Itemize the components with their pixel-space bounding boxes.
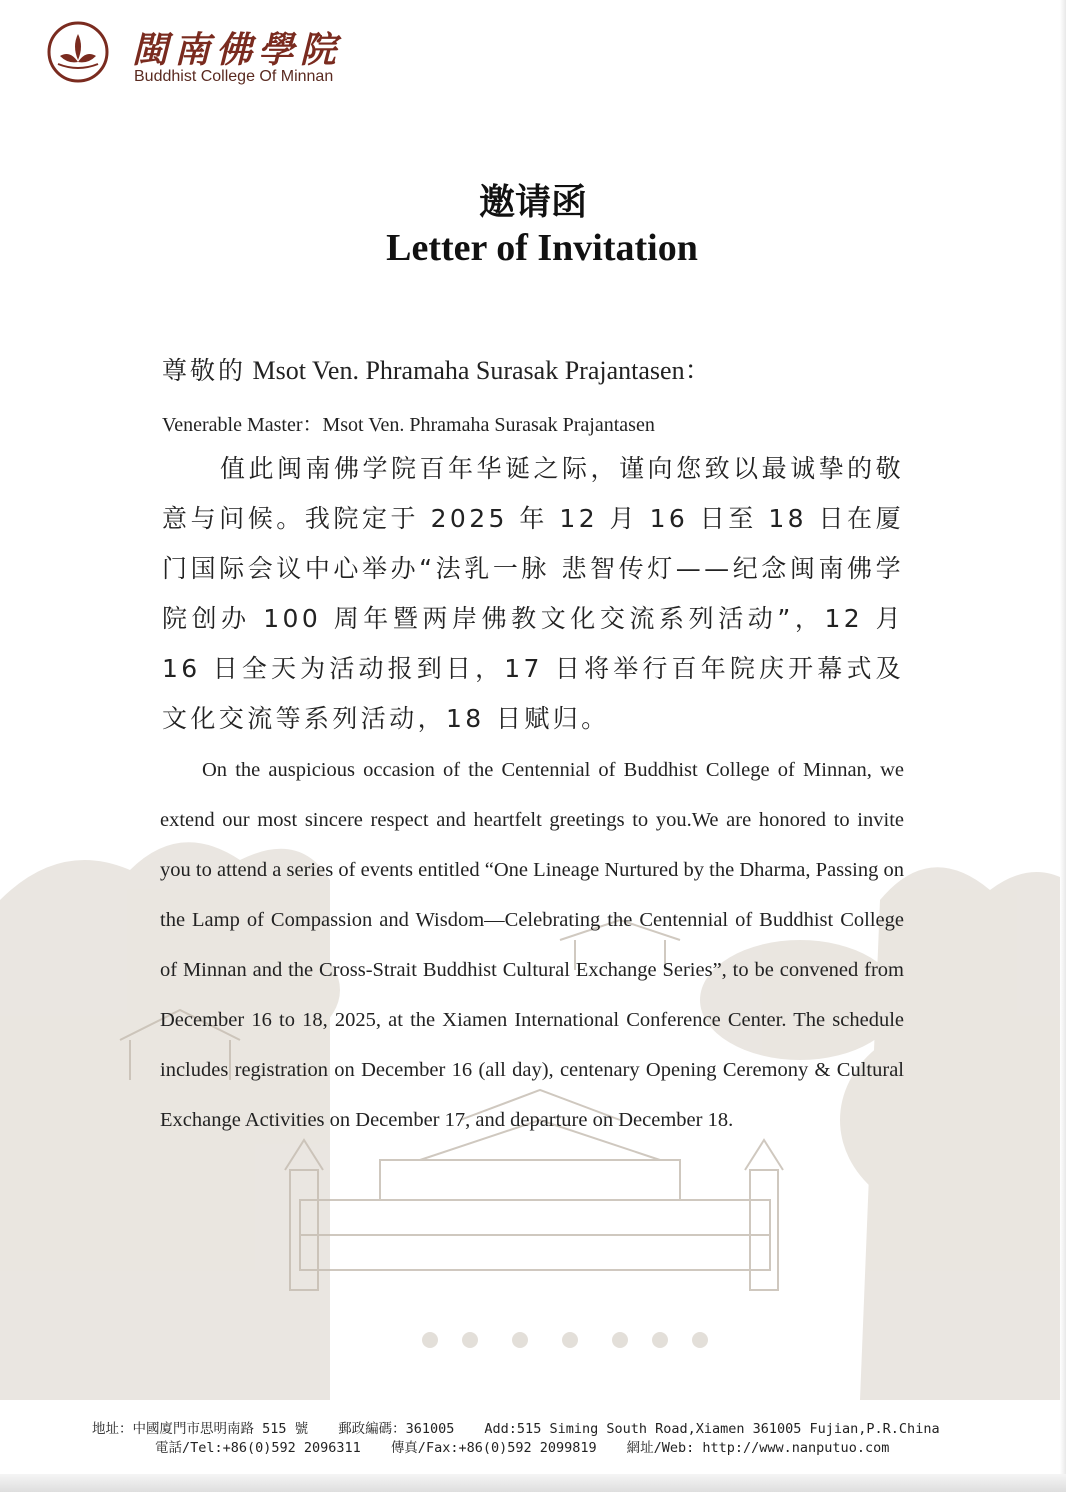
title-english: Letter of Invitation [386, 227, 698, 269]
logo-english-name: Buddhist College Of Minnan [134, 68, 334, 85]
salutation-name: Msot Ven. Phramaha Surasak Prajantasen： [246, 356, 711, 385]
footer-address-en: Add:515 Siming South Road,Xiamen 361005 Fujian,P.R.China [484, 1421, 940, 1437]
footer-address-cn: 地址：中國廈門市思明南路 515 號 [92, 1421, 309, 1437]
footer-line-contact [155, 1439, 919, 1458]
lotus-logo-icon [46, 20, 110, 84]
title-chinese: 邀请函 [478, 181, 587, 223]
salutation-prefix: 尊敬的 [162, 356, 247, 385]
footer-line-address [92, 1420, 970, 1439]
salutation-english: Venerable Master：Msot Ven. Phramaha Surasak Prajantasen [162, 414, 655, 436]
college-logo [46, 20, 376, 92]
footer-web[interactable]: 網址/Web: http://www.nanputuo.com [626, 1440, 890, 1456]
footer-postcode: 郵政編碼：361005 [338, 1421, 455, 1437]
body-chinese: 值此闽南佛学院百年华诞之际，谨向您致以最诚挚的敬意与问候。我院定于 2025 年 12 月 16 日至 18 日在厦门国际会议中心举办“法乳一脉 悲智传灯——纪念闽南佛学院创办 100 周年暨两岸佛教文化交流系列活动”，12 月 16 日全天为活动报到日，17 日将举行百年院庆开幕式及文化交流等系列活动，18 日赋归。 [162, 454, 904, 733]
body-english: On the auspicious occasion of the Centennial of Buddhist College of Minnan, we extend our most sincere respect and heartfelt greetings to you.We are honored to invite you to attend a series of events entitled “One Lineage Nurtured by the Dharma, Passing on the Lamp of Compassion and Wisdom—Celebrating the Centennial of Buddhist College of Minnan and the Cross-Strait Buddhist Cultural Exchange Series”, to be convened from December 16 to 18, 2025, at the Xiamen International Conference Center. The schedule includes registration on December 16 (all day), centenary Opening Ceremony & Cultural Exchange Activities on December 17, and departure on December 18. [160, 759, 904, 1131]
salutation-chinese [162, 350, 711, 387]
logo-chinese-name: 閩南佛學院 [132, 29, 343, 71]
page-edge-right [1060, 0, 1066, 1492]
footer-fax: 傳真/Fax:+86(0)592 2099819 [390, 1440, 597, 1456]
footer-tel: 電話/Tel:+86(0)592 2096311 [155, 1440, 361, 1456]
page-edge-bottom [0, 1474, 1066, 1492]
